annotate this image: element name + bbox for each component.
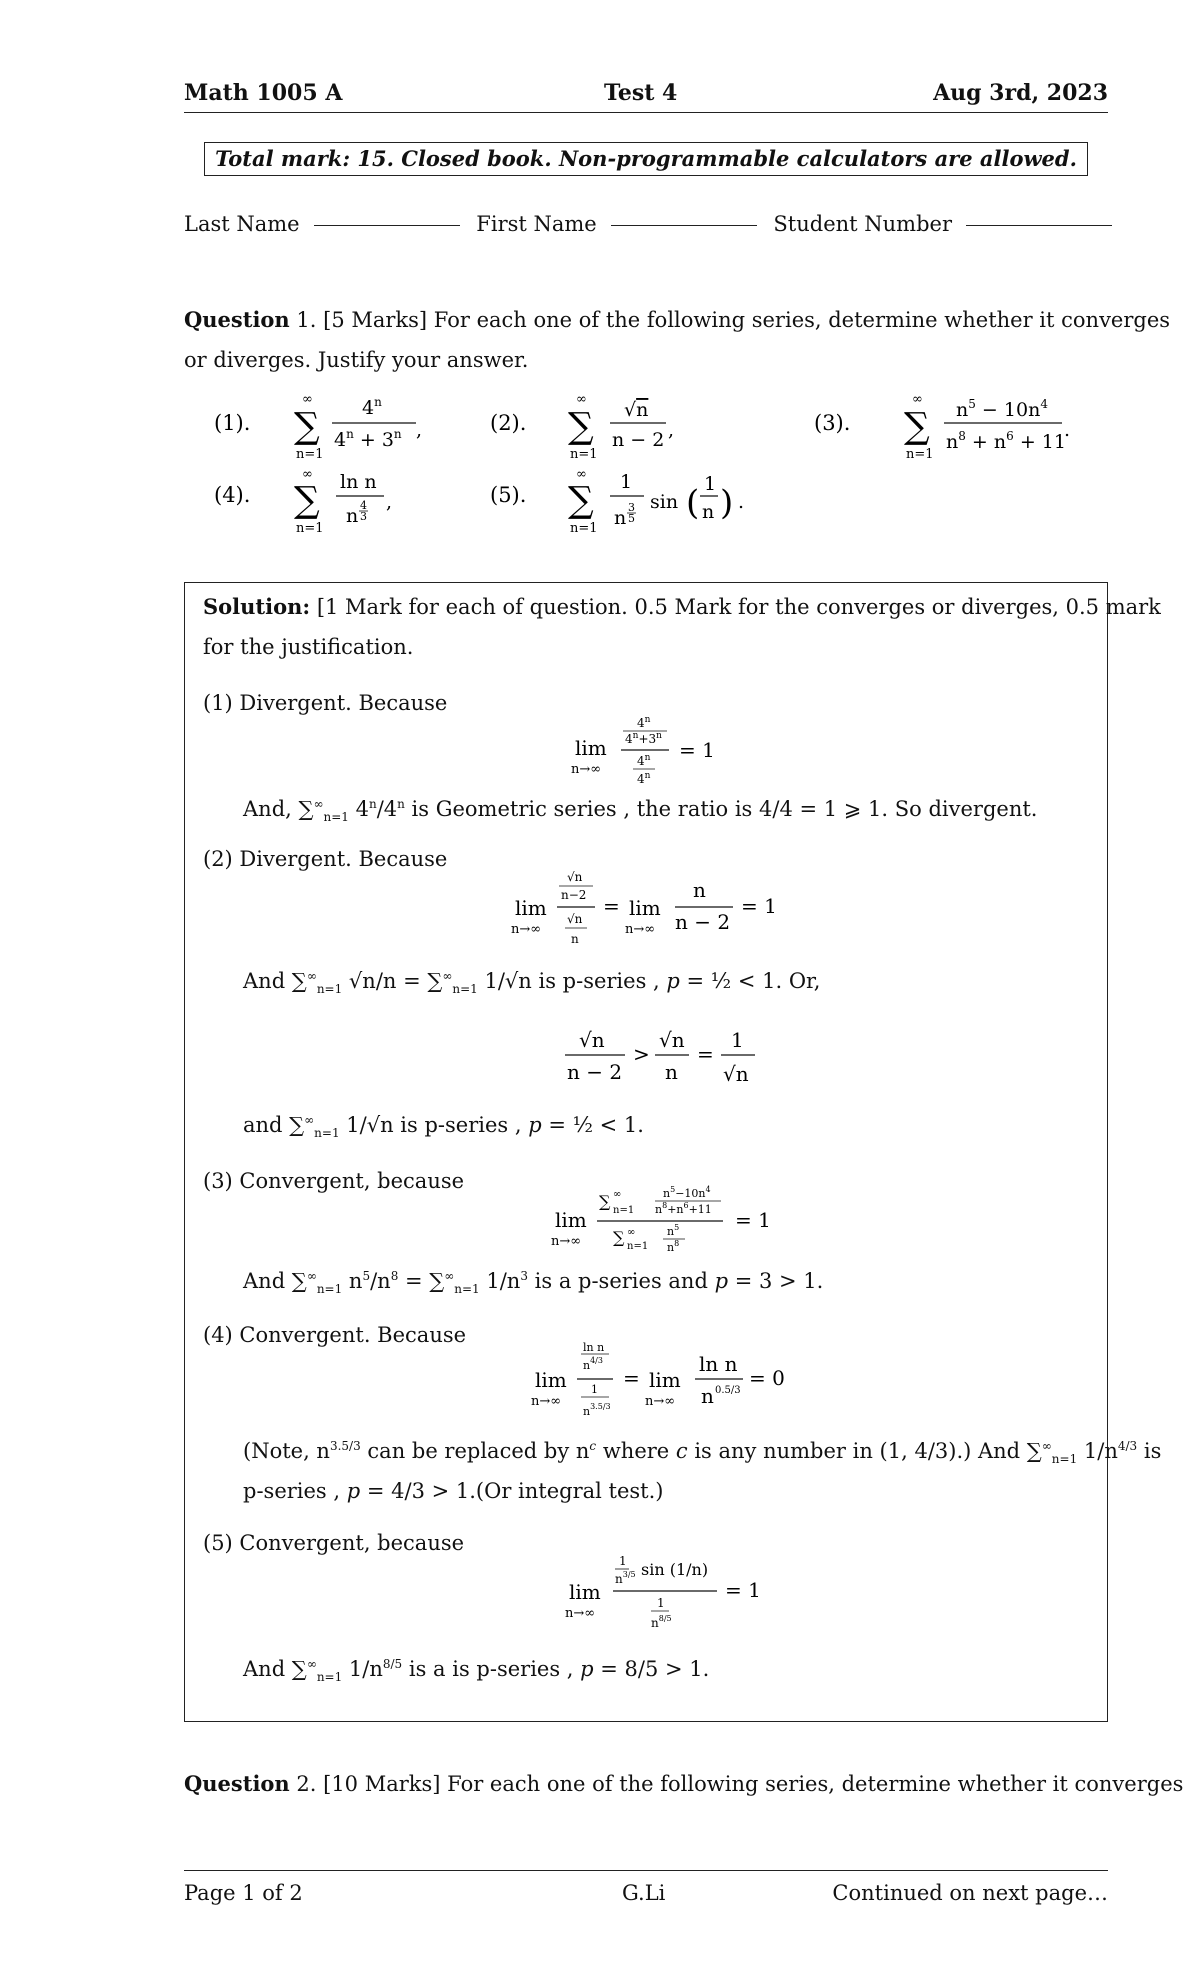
first-name-label: First Name bbox=[476, 212, 597, 236]
student-number-label: Student Number bbox=[773, 212, 953, 236]
solution-part-4-note-2: p-series , p = 4/3 > 1.(Or integral test.) bbox=[243, 1479, 664, 1503]
svg-text:n→∞: n→∞ bbox=[531, 1394, 562, 1409]
svg-text:n→∞: n→∞ bbox=[511, 922, 542, 937]
series-item-2-label: (2). bbox=[490, 411, 527, 435]
svg-text:√n: √n bbox=[624, 399, 649, 421]
svg-text:∞: ∞ bbox=[302, 392, 313, 407]
svg-text:4n: 4$^n$ bbox=[637, 753, 651, 768]
svg-text:n→∞: n→∞ bbox=[565, 1606, 596, 1621]
question-1-label: Question bbox=[184, 307, 290, 332]
question-2 bbox=[184, 1764, 1183, 1804]
solution-part-4-limit bbox=[531, 1339, 815, 1429]
solution-part-5-note: And $\sum^\infty_{n=1}$ $1/n^{8/5}$ is a is p-series , p = 8/5 > 1. bbox=[243, 1657, 710, 1685]
series-5 bbox=[568, 467, 744, 536]
svg-text:4n: 4$^n$ bbox=[637, 715, 651, 730]
svg-text:n5: $n^5$ bbox=[667, 1223, 680, 1238]
svg-text:n=1: n=1 bbox=[627, 1241, 649, 1252]
svg-text:n − 2: n − 2 bbox=[675, 910, 731, 934]
svg-text:lim: lim bbox=[649, 1368, 681, 1392]
solution-label: Solution: bbox=[203, 594, 311, 619]
svg-text:,: , bbox=[416, 419, 423, 441]
svg-text:∑: ∑ bbox=[568, 406, 594, 447]
svg-text:∞: ∞ bbox=[302, 467, 313, 482]
svg-text:√n: √n bbox=[567, 912, 583, 926]
svg-text:4n + 3n: $4^n + 3^n$ bbox=[334, 427, 402, 451]
svg-text:n: n bbox=[571, 932, 579, 946]
svg-text:n=1: n=1 bbox=[570, 521, 598, 536]
svg-text:= 1: = 1 bbox=[735, 1208, 771, 1232]
student-number-blank[interactable] bbox=[966, 225, 1112, 226]
svg-text:n→∞: n→∞ bbox=[551, 1234, 582, 1249]
svg-text:lim: lim bbox=[535, 1368, 567, 1392]
question-1-text-cont: or diverges. Justify your answer. bbox=[184, 348, 529, 372]
question-2-number: 2. bbox=[296, 1772, 317, 1796]
svg-text:lim: lim bbox=[555, 1208, 587, 1232]
svg-text:n: n bbox=[665, 1060, 678, 1084]
solution-part-3-limit bbox=[551, 1183, 815, 1263]
svg-text:n=1: n=1 bbox=[613, 1205, 635, 1216]
svg-text:∞: ∞ bbox=[912, 392, 923, 407]
series-item-4-label: (4). bbox=[214, 483, 251, 507]
svg-text:n→∞: n→∞ bbox=[645, 1394, 676, 1409]
question-1-number: 1. bbox=[296, 308, 317, 332]
svg-text:lim: lim bbox=[575, 736, 607, 760]
svg-text:): ) bbox=[720, 483, 734, 523]
series-item-3-label: (3). bbox=[814, 411, 851, 435]
question-1-series bbox=[200, 390, 1120, 540]
svg-text:1: 1 bbox=[619, 1554, 627, 1568]
svg-text:n=1: n=1 bbox=[906, 447, 934, 462]
series-formulas bbox=[200, 390, 1120, 540]
solution-box bbox=[184, 582, 1162, 1722]
svg-text:3: 3 bbox=[360, 510, 367, 523]
name-fields bbox=[184, 204, 1122, 244]
svg-text:∞: ∞ bbox=[576, 467, 587, 482]
svg-text:n5 − 10n4: $n^5 - 10n^4$ bbox=[956, 397, 1048, 421]
svg-text:∞: ∞ bbox=[613, 1189, 622, 1200]
svg-text:∞: ∞ bbox=[576, 392, 587, 407]
svg-text:ln n: ln n bbox=[699, 1352, 738, 1376]
svg-text:ln n: ln n bbox=[583, 1341, 605, 1354]
svg-text:√n: √n bbox=[723, 1062, 749, 1086]
svg-text:∑: ∑ bbox=[294, 406, 320, 447]
svg-text:lim: lim bbox=[569, 1580, 601, 1604]
footer-rule bbox=[184, 1870, 1108, 1871]
solution-part-2-head: (2) Divergent. Because bbox=[203, 847, 448, 871]
solution-intro-line2: for the justification. bbox=[203, 635, 414, 659]
last-name-blank[interactable] bbox=[314, 225, 460, 226]
question-1 bbox=[184, 300, 1171, 380]
svg-text:∑: ∑ bbox=[599, 1192, 611, 1211]
svg-text:=: = bbox=[697, 1042, 714, 1066]
svg-text:= 1: = 1 bbox=[679, 738, 715, 762]
solution-part-2-limit bbox=[511, 867, 835, 957]
svg-text:∞: ∞ bbox=[627, 1227, 636, 1238]
svg-text:lim: lim bbox=[629, 896, 661, 920]
course-title: Math 1005 A bbox=[184, 80, 343, 106]
svg-text:lim: lim bbox=[515, 896, 547, 920]
svg-text:,: , bbox=[386, 491, 393, 513]
svg-text:1: 1 bbox=[620, 471, 633, 493]
svg-text:√n: √n bbox=[579, 1028, 605, 1052]
svg-text:n=1: n=1 bbox=[296, 521, 324, 536]
instructions-box: Total mark: 15. Closed book. Non-programmable calculators are allowed. bbox=[204, 142, 1088, 176]
svg-text:n3/5: $n^{3/5}$ bbox=[615, 1570, 636, 1586]
svg-text:sin: sin bbox=[650, 491, 679, 513]
svg-text:=: = bbox=[623, 1366, 640, 1390]
svg-text:4n+3n: $4^n+3^n$ bbox=[625, 731, 662, 746]
svg-text:√n: √n bbox=[659, 1028, 685, 1052]
test-title: Test 4 bbox=[604, 80, 678, 106]
series-item-5-label: (5). bbox=[490, 483, 527, 507]
solution-intro bbox=[203, 587, 1161, 667]
svg-text:n8 + n6 + 11: $n^8 + n^6 + 11$ bbox=[946, 429, 1066, 453]
svg-text:∑: ∑ bbox=[904, 406, 930, 447]
series-3 bbox=[904, 392, 1070, 462]
series-4 bbox=[294, 467, 392, 536]
svg-text:∑: ∑ bbox=[568, 480, 594, 521]
svg-text:n − 2: n − 2 bbox=[612, 429, 665, 451]
svg-text:,: , bbox=[668, 419, 675, 441]
svg-text:n: n bbox=[702, 501, 715, 523]
question-1-text: [5 Marks] For each one of the following series, determine whether it converges bbox=[323, 308, 1171, 332]
solution-part-1-head: (1) Divergent. Because bbox=[203, 691, 448, 715]
svg-text:n: n bbox=[614, 507, 627, 529]
svg-text:n − 2: n − 2 bbox=[567, 1060, 623, 1084]
svg-text:n8+n6+11: $n^8+n^6+11$ bbox=[655, 1201, 712, 1216]
series-1 bbox=[294, 392, 422, 462]
svg-text:4: 4 bbox=[360, 499, 367, 512]
question-2-label: Question bbox=[184, 1771, 290, 1796]
svg-text:n−2: n−2 bbox=[561, 888, 587, 902]
solution-part-1-limit bbox=[571, 713, 795, 793]
series-2 bbox=[568, 392, 674, 462]
svg-text:>: > bbox=[633, 1042, 650, 1066]
svg-text:n8/5: $n^{8/5}$ bbox=[651, 1614, 672, 1630]
svg-text:n8: $n^8$ bbox=[667, 1239, 680, 1254]
series-item-1-label: (1). bbox=[214, 411, 251, 435]
svg-text:4n: 4$^n$ bbox=[362, 395, 382, 419]
svg-text:0.5/3: 0.5/3 bbox=[715, 1385, 741, 1396]
svg-text:n4/3: $n^{4/3}$ bbox=[583, 1356, 603, 1372]
solution-part-2-note: And $\sum^\infty_{n=1}$ $√n/n = \sum^\infty_{n=1}$ 1/√n is p-series , p = ½ < 1. Or, bbox=[243, 969, 821, 997]
first-name-blank[interactable] bbox=[611, 225, 757, 226]
page-number: Page 1 of 2 bbox=[184, 1881, 303, 1905]
svg-text:sin (1/n): sin (1/n) bbox=[641, 1560, 709, 1579]
svg-text:4n: 4$^n$ bbox=[637, 771, 651, 786]
svg-text:=: = bbox=[603, 894, 620, 918]
svg-text:1: 1 bbox=[704, 473, 717, 495]
svg-text:√n: √n bbox=[567, 870, 583, 884]
solution-part-3-note: And $\sum^\infty_{n=1}$ $n^5/n^8 = \sum^\infty_{n=1}$ $1/n^3$ is a p-series and p = 3 > 1. bbox=[243, 1269, 824, 1297]
solution-part-4-head: (4) Convergent. Because bbox=[203, 1323, 467, 1347]
svg-text:1: 1 bbox=[731, 1028, 744, 1052]
svg-text:= 1: = 1 bbox=[725, 1578, 761, 1602]
question-2-text: [10 Marks] For each one of the following series, determine whether it converges bbox=[323, 1772, 1184, 1796]
svg-text:ln n: ln n bbox=[340, 471, 377, 493]
svg-text:n=1: n=1 bbox=[570, 447, 598, 462]
solution-part-5-limit bbox=[565, 1549, 809, 1639]
svg-text:∑: ∑ bbox=[613, 1228, 625, 1247]
solution-intro-line1: [1 Mark for each of question. 0.5 Mark for the converges or diverges, 0.5 mark bbox=[316, 595, 1161, 619]
svg-text:n=1: n=1 bbox=[296, 447, 324, 462]
header-rule bbox=[184, 112, 1108, 113]
svg-text:(: ( bbox=[686, 483, 700, 523]
svg-text:1: 1 bbox=[591, 1383, 598, 1396]
solution-part-1-note: And, $\sum^\infty_{n=1}$ 4$^n$/4$^n$ is Geometric series , the ratio is 4/4 = 1 ⩾ 1. So divergent. bbox=[243, 797, 1038, 825]
svg-text:n: n bbox=[693, 878, 706, 902]
solution-part-2-comparison bbox=[565, 1023, 785, 1093]
solution-part-2-note-2: and $\sum^\infty_{n=1}$ 1/√n is p-series , p = ½ < 1. bbox=[243, 1113, 644, 1141]
svg-text:n: n bbox=[701, 1384, 714, 1408]
svg-text:n5−10n4: $n^5-10n^4$ bbox=[663, 1185, 711, 1200]
svg-text:= 0: = 0 bbox=[749, 1366, 785, 1390]
author: G.Li bbox=[622, 1881, 666, 1905]
svg-text:n→∞: n→∞ bbox=[571, 762, 602, 777]
svg-text:n3.5/3: $n^{3.5/3}$ bbox=[583, 1402, 611, 1418]
test-date: Aug 3rd, 2023 bbox=[933, 80, 1108, 106]
continued-note: Continued on next page… bbox=[832, 1881, 1108, 1905]
svg-text:n: n bbox=[346, 505, 359, 527]
svg-text:.: . bbox=[738, 491, 745, 513]
svg-text:= 1: = 1 bbox=[741, 894, 777, 918]
svg-text:1: 1 bbox=[657, 1596, 665, 1610]
svg-text:.: . bbox=[1064, 419, 1071, 441]
svg-text:5: 5 bbox=[628, 512, 635, 525]
solution-part-5-head: (5) Convergent, because bbox=[203, 1531, 465, 1555]
svg-text:∑: ∑ bbox=[294, 480, 320, 521]
solution-part-4-note: (Note, $n^{3.5/3}$ can be replaced by $n^c$ where c is any number in (1, 4/3).) And $\sum^\infty_{n=1}$ $1/n^{4/3}$ is bbox=[243, 1439, 1162, 1467]
last-name-label: Last Name bbox=[184, 212, 300, 236]
solution-part-3-head: (3) Convergent, because bbox=[203, 1169, 465, 1193]
svg-text:3: 3 bbox=[628, 501, 635, 514]
svg-text:n→∞: n→∞ bbox=[625, 922, 656, 937]
